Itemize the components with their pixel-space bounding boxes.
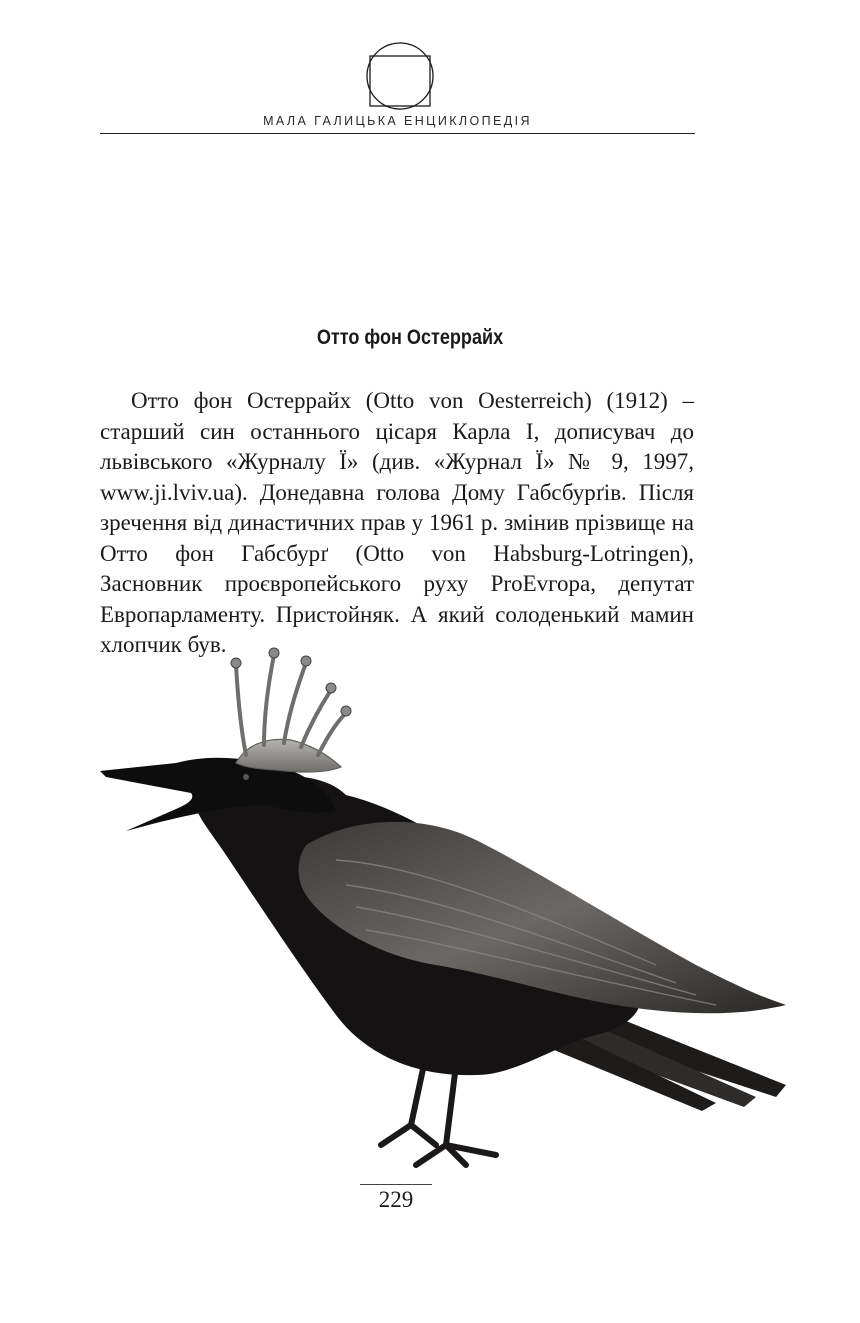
article-body: Отто фон Остеррайх (Otto von Oesterreich) (1912) – старший син останнього цісаря Карла I, дописувач до львівського «Журналу Ї» (див. «Журнал Ї» № 9, 1997, www.ji.lviv.ua). Донедавна голова Дому Габсбурґів. Після зречення від династичних прав у 1961 р. змінив прізвище на Отто фон Габсбурґ (Otto von Habsburg-Lotringen), Засновник проєвропейського руху ProEvгора, депутат Европарламенту. Пристойняк. А який солоденький мамин хлопчик був.: [100, 388, 694, 657]
article-title: Отто фон Остеррайх: [316, 326, 504, 349]
crown-icon: [231, 648, 351, 772]
running-head-title: МАЛА ГАЛИЦЬКА ЕНЦИКЛОПЕДІЯ: [263, 114, 532, 128]
circle-square-emblem-icon: [364, 40, 436, 112]
page-number: 229: [360, 1184, 432, 1213]
header-divider: [100, 133, 695, 134]
crowned-raven-icon: [96, 645, 796, 1185]
